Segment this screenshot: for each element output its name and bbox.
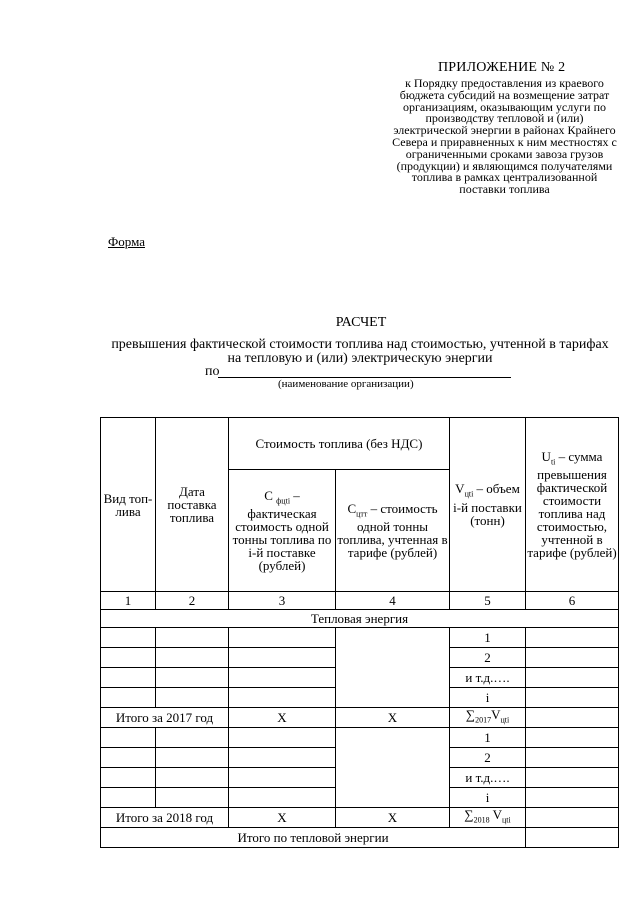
table-cell	[526, 708, 619, 728]
appendix-subtitle: к Порядку предоставления из краевого бюджета субсидий на возмещение затрат организациям, оказывающим услуги по производству тепловой и (или) электрической энергии в районах Крайнего Севера и приравненных к ним местностях с ограниченными сроками завоза грузов (продукции) и являющимся получателями топлива в рамках централизованной поставки топлива	[392, 76, 617, 197]
table-cell	[526, 688, 619, 708]
header-excess-sum	[526, 418, 619, 592]
header-actual-cost-text: – фактическая стоимость одной тонны топлива по i-й поставке (рублей)	[232, 487, 332, 574]
table-cell	[101, 628, 156, 648]
table-cell	[229, 768, 336, 788]
appendix-title: ПРИЛОЖЕНИЕ № 2	[438, 60, 566, 75]
table-cell-merged	[336, 728, 450, 808]
header-actual-cost-subscript: фцti	[276, 496, 291, 506]
header-volume-text: – объем i-й поставки (тонн)	[453, 481, 522, 528]
header-volume-subscript: цti	[464, 489, 474, 499]
table-cell	[229, 788, 336, 808]
table-cell	[156, 688, 229, 708]
table-cell	[101, 788, 156, 808]
total-heat-label: Итого по тепловой энергии	[101, 828, 526, 848]
table-cell	[101, 648, 156, 668]
header-fuel-cost: Стоимость топлива (без НДС)	[229, 418, 450, 470]
header-excess-subscript: ti	[550, 457, 556, 467]
section-heat-energy: Тепловая энергия	[101, 610, 619, 628]
table-cell	[229, 728, 336, 748]
header-volume-symbol: V	[455, 481, 465, 497]
table-cell	[526, 808, 619, 828]
table-cell	[101, 668, 156, 688]
table-cell	[101, 768, 156, 788]
x-mark: Х	[229, 708, 336, 728]
table-cell	[526, 768, 619, 788]
delivery-index: и т.д.….	[450, 668, 526, 688]
table-cell	[526, 648, 619, 668]
sum-2018	[450, 808, 526, 828]
delivery-index: и т.д.….	[450, 768, 526, 788]
x-mark: Х	[336, 708, 450, 728]
header-tariff-cost-text: – стоимость одной тонны топлива, учтенная в тарифе (рублей)	[337, 500, 448, 561]
table-cell-merged	[336, 628, 450, 708]
header-volume	[450, 418, 526, 592]
table-cell	[156, 668, 229, 688]
table-cell	[229, 668, 336, 688]
sum-symbol: ∑	[464, 807, 474, 823]
column-number: 6	[526, 592, 619, 610]
column-number: 3	[229, 592, 336, 610]
header-delivery-date: Дата поставка топлива	[156, 418, 229, 592]
table-cell	[526, 668, 619, 688]
sum-volume-subscript: цti	[500, 715, 510, 725]
sum-volume-symbol: V	[492, 807, 502, 823]
table-cell	[526, 748, 619, 768]
total-2017-label: Итого за 2017 год	[101, 708, 229, 728]
table-cell	[156, 648, 229, 668]
header-excess-text: – сумма превышения фактической стоимости топлива над стоимостью, учтенной в тарифе (рублей)	[527, 448, 617, 561]
table-cell	[229, 648, 336, 668]
sum-2017	[450, 708, 526, 728]
sum-symbol: ∑	[465, 707, 476, 723]
table-cell	[526, 728, 619, 748]
header-excess-symbol: U	[541, 448, 551, 464]
table-cell	[526, 628, 619, 648]
delivery-index: 2	[450, 648, 526, 668]
header-actual-cost	[229, 470, 336, 592]
delivery-index: i	[450, 688, 526, 708]
x-mark: Х	[229, 808, 336, 828]
sum-volume-symbol: V	[491, 707, 501, 723]
header-tariff-cost-symbol: C	[347, 500, 357, 516]
table-cell	[156, 628, 229, 648]
header-tariff-cost-subscript: цтт	[356, 509, 368, 519]
x-mark: Х	[336, 808, 450, 828]
sum-volume-subscript: цti	[501, 815, 511, 825]
table-cell	[156, 728, 229, 748]
organization-caption: (наименование организации)	[278, 378, 414, 390]
table-cell	[526, 828, 619, 848]
sum-year: 2018	[473, 815, 490, 825]
table-cell	[229, 688, 336, 708]
table-cell	[156, 788, 229, 808]
calc-subtitle: превышения фактической стоимости топлива над стоимостью, учтенной в тарифах на тепловую и (или) электрическую энергии	[111, 337, 609, 366]
column-number: 4	[336, 592, 450, 610]
delivery-index: 1	[450, 728, 526, 748]
header-tariff-cost	[336, 470, 450, 592]
delivery-index: 1	[450, 628, 526, 648]
calc-title: РАСЧЕТ	[335, 315, 387, 330]
table-cell	[101, 688, 156, 708]
table-cell	[156, 768, 229, 788]
column-number: 1	[101, 592, 156, 610]
calc-po-label: по	[205, 364, 220, 379]
column-number: 2	[156, 592, 229, 610]
table-cell	[101, 748, 156, 768]
table-cell	[526, 788, 619, 808]
header-fuel-type: Вид топ-лива	[101, 418, 156, 592]
header-actual-cost-symbol: C	[264, 487, 273, 503]
total-2018-label: Итого за 2018 год	[101, 808, 229, 828]
table-cell	[101, 728, 156, 748]
table-cell	[229, 748, 336, 768]
form-label: Форма	[108, 234, 145, 249]
table-cell	[229, 628, 336, 648]
sum-year: 2017	[475, 715, 492, 725]
calculation-table	[100, 417, 619, 848]
delivery-index: i	[450, 788, 526, 808]
column-number: 5	[450, 592, 526, 610]
delivery-index: 2	[450, 748, 526, 768]
table-cell	[156, 748, 229, 768]
